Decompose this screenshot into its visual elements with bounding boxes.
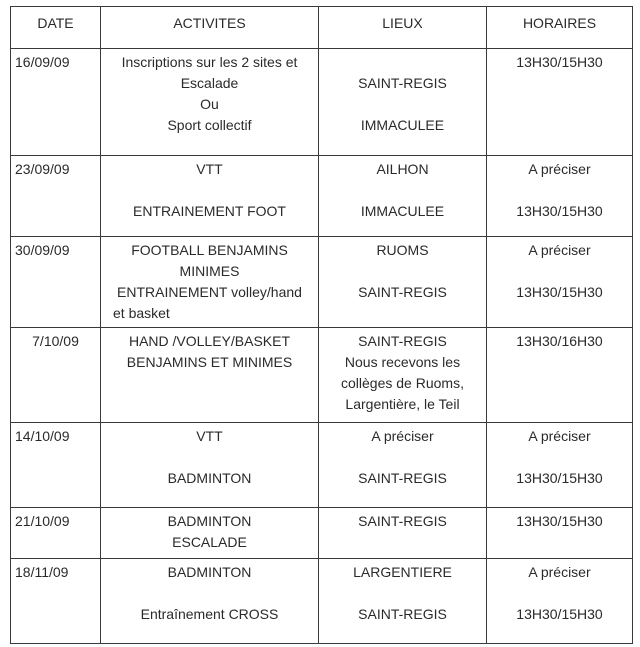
- time-cell: [487, 49, 633, 156]
- header-row: [11, 7, 633, 49]
- time-line: 13H30/15H30: [516, 470, 603, 486]
- date-cell: [11, 49, 101, 156]
- date-text: 30/09/09: [15, 242, 70, 258]
- activity-line: [105, 180, 314, 201]
- activity-cell: [101, 508, 319, 559]
- date-text: 14/10/09: [15, 428, 70, 444]
- activity-line: Inscriptions sur les 2 sites et: [121, 54, 298, 70]
- date-text: 16/09/09: [15, 54, 70, 70]
- date-text: 23/09/09: [15, 161, 70, 177]
- location-line: [323, 180, 482, 201]
- activity-line: BADMINTON: [167, 513, 252, 529]
- time-line: [491, 261, 628, 282]
- activity-line: VTT: [196, 428, 223, 444]
- header-lieux: LIEUX: [319, 7, 487, 49]
- location-line: IMMACULEE: [360, 203, 445, 219]
- location-cell: [319, 559, 487, 644]
- activity-line: ESCALADE: [172, 534, 247, 550]
- date-text: 7/10/09: [32, 333, 79, 349]
- date-cell: [11, 156, 101, 237]
- location-line: IMMACULEE: [360, 117, 445, 133]
- location-line: SAINT-REGIS: [358, 470, 447, 486]
- time-line: 13H30/15H30: [516, 54, 603, 70]
- activity-line: [105, 447, 314, 468]
- time-line: [491, 180, 628, 201]
- activity-line: BADMINTON: [167, 564, 252, 580]
- location-line: SAINT-REGIS: [358, 333, 447, 349]
- header-horaires: HORAIRES: [487, 7, 633, 49]
- location-line: [323, 583, 482, 604]
- date-cell: [11, 559, 101, 644]
- date-cell: [11, 328, 101, 423]
- location-cell: [319, 423, 487, 508]
- location-line: LARGENTIERE: [353, 564, 452, 580]
- activity-line: Entraînement CROSS: [140, 606, 279, 622]
- location-cell: [319, 156, 487, 237]
- activity-line: HAND /VOLLEY/BASKET: [128, 333, 291, 349]
- time-line: [491, 583, 628, 604]
- location-line: SAINT-REGIS: [358, 284, 447, 300]
- time-cell: [487, 559, 633, 644]
- date-cell: [11, 508, 101, 559]
- activity-line: [105, 583, 314, 604]
- date-cell: [11, 237, 101, 328]
- location-line: [323, 261, 482, 282]
- location-line: Largentière, le Teil: [345, 396, 460, 412]
- time-cell: [487, 237, 633, 328]
- location-line: [323, 94, 482, 115]
- date-text: 18/11/09: [15, 564, 69, 580]
- time-line: 13H30/15H30: [516, 513, 603, 529]
- activity-cell: [101, 237, 319, 328]
- header-activites: ACTIVITES: [101, 7, 319, 49]
- time-line: A préciser: [528, 242, 591, 258]
- location-line: Nous recevons les: [344, 354, 461, 370]
- location-line: SAINT-REGIS: [358, 606, 447, 622]
- location-line: [323, 447, 482, 468]
- time-line: 13H30/15H30: [516, 284, 603, 300]
- table-row: [11, 508, 633, 559]
- activity-line: VTT: [196, 161, 223, 177]
- activity-line: MINIMES: [179, 263, 240, 279]
- activity-cell: [101, 49, 319, 156]
- activity-line: Escalade: [180, 75, 239, 91]
- schedule-table: [10, 6, 633, 644]
- table-row: [11, 49, 633, 156]
- location-line: SAINT-REGIS: [358, 75, 447, 91]
- location-cell: [319, 508, 487, 559]
- time-cell: [487, 328, 633, 423]
- activity-line: Ou: [200, 96, 219, 112]
- table-row: [11, 423, 633, 508]
- time-cell: [487, 508, 633, 559]
- time-line: A préciser: [528, 428, 591, 444]
- location-line: AILHON: [376, 161, 429, 177]
- time-line: 13H30/15H30: [516, 606, 603, 622]
- date-cell: [11, 423, 101, 508]
- table-row: [11, 328, 633, 423]
- activity-line: Sport collectif: [167, 117, 252, 133]
- date-text: 21/10/09: [15, 513, 70, 529]
- activity-cell: [101, 423, 319, 508]
- location-line: collèges de Ruoms,: [341, 375, 464, 391]
- time-line: A préciser: [528, 564, 591, 580]
- location-cell: [319, 328, 487, 423]
- table-row: [11, 156, 633, 237]
- time-line: 13H30/16H30: [516, 333, 603, 349]
- activity-line: ENTRAINEMENT volley/hand: [117, 284, 302, 300]
- header-date: DATE: [11, 7, 101, 49]
- activity-line: BENJAMINS ET MINIMES: [126, 354, 293, 370]
- location-line: RUOMS: [376, 242, 429, 258]
- schedule-document: [10, 6, 632, 644]
- activity-cell: [101, 156, 319, 237]
- time-cell: [487, 423, 633, 508]
- time-line: A préciser: [528, 161, 591, 177]
- activity-line: et basket: [113, 305, 170, 321]
- location-line: A préciser: [371, 428, 434, 444]
- activity-line: ENTRAINEMENT FOOT: [133, 203, 286, 219]
- activity-cell: [101, 328, 319, 423]
- activity-line: BADMINTON: [167, 470, 252, 486]
- location-line: [323, 52, 482, 73]
- location-cell: [319, 49, 487, 156]
- activity-cell: [101, 559, 319, 644]
- activity-line: FOOTBALL BENJAMINS: [131, 242, 288, 258]
- time-line: [491, 447, 628, 468]
- time-line: 13H30/15H30: [516, 203, 603, 219]
- table-row: [11, 559, 633, 644]
- time-cell: [487, 156, 633, 237]
- table-row: [11, 237, 633, 328]
- location-line: SAINT-REGIS: [358, 513, 447, 529]
- location-cell: [319, 237, 487, 328]
